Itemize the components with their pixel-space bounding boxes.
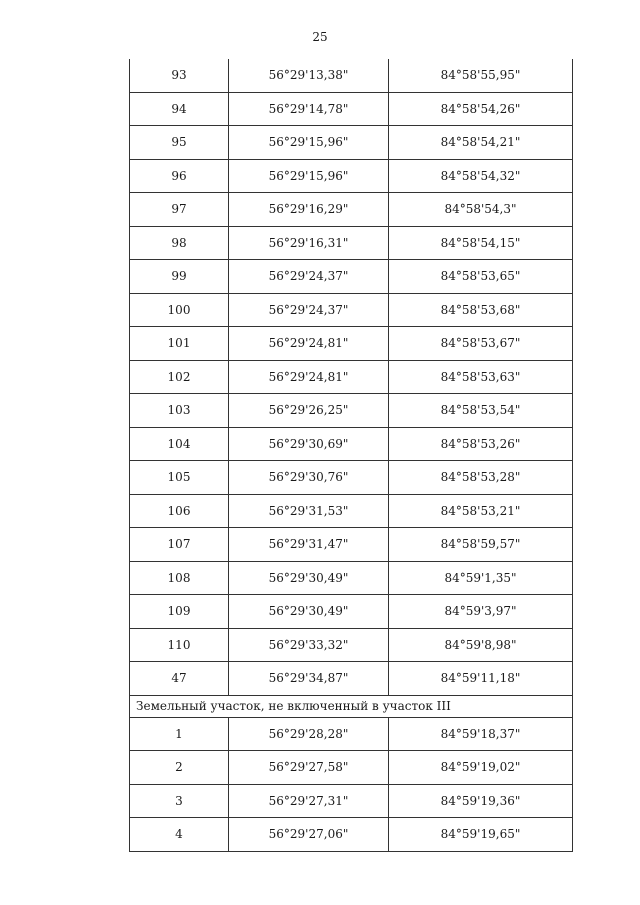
point-number-cell: 2 — [130, 751, 229, 785]
latitude-cell: 56°29'27,31" — [229, 784, 389, 818]
point-number-cell: 96 — [130, 159, 229, 193]
latitude-cell: 56°29'30,49" — [229, 595, 389, 629]
latitude-cell: 56°29'24,37" — [229, 293, 389, 327]
latitude-cell: 56°29'13,38" — [229, 59, 389, 92]
latitude-cell: 56°29'30,76" — [229, 461, 389, 495]
table-row — [130, 260, 573, 294]
table-row — [130, 717, 573, 751]
longitude-cell: 84°59'1,35" — [389, 561, 573, 595]
longitude-cell: 84°59'11,18" — [389, 662, 573, 696]
longitude-cell: 84°59'19,36" — [389, 784, 573, 818]
point-number-cell: 109 — [130, 595, 229, 629]
table-row — [130, 528, 573, 562]
longitude-cell: 84°58'59,57" — [389, 528, 573, 562]
point-number-cell: 97 — [130, 193, 229, 227]
table-row — [130, 818, 573, 852]
table-row — [130, 226, 573, 260]
point-number-cell: 3 — [130, 784, 229, 818]
longitude-cell: 84°58'54,3" — [389, 193, 573, 227]
section-title: Земельный участок, не включенный в участок III — [130, 695, 573, 717]
table-row — [130, 159, 573, 193]
table-row — [130, 360, 573, 394]
longitude-cell: 84°58'54,21" — [389, 126, 573, 160]
page-number: 25 — [312, 30, 328, 44]
point-number-cell: 93 — [130, 59, 229, 92]
point-number-cell: 98 — [130, 226, 229, 260]
latitude-cell: 56°29'27,58" — [229, 751, 389, 785]
table-row — [130, 494, 573, 528]
latitude-cell: 56°29'31,53" — [229, 494, 389, 528]
coordinates-table — [129, 59, 573, 852]
section-row — [130, 695, 573, 717]
latitude-cell: 56°29'28,28" — [229, 717, 389, 751]
latitude-cell: 56°29'15,96" — [229, 159, 389, 193]
latitude-cell: 56°29'24,37" — [229, 260, 389, 294]
latitude-cell: 56°29'30,69" — [229, 427, 389, 461]
longitude-cell: 84°58'53,28" — [389, 461, 573, 495]
latitude-cell: 56°29'16,29" — [229, 193, 389, 227]
latitude-cell: 56°29'14,78" — [229, 92, 389, 126]
longitude-cell: 84°59'18,37" — [389, 717, 573, 751]
table-row — [130, 595, 573, 629]
longitude-cell: 84°59'19,02" — [389, 751, 573, 785]
table-row — [130, 327, 573, 361]
table-row — [130, 193, 573, 227]
latitude-cell: 56°29'16,31" — [229, 226, 389, 260]
table-row — [130, 662, 573, 696]
longitude-cell: 84°59'8,98" — [389, 628, 573, 662]
longitude-cell: 84°58'53,67" — [389, 327, 573, 361]
table-row — [130, 394, 573, 428]
point-number-cell: 110 — [130, 628, 229, 662]
point-number-cell: 105 — [130, 461, 229, 495]
point-number-cell: 99 — [130, 260, 229, 294]
point-number-cell: 104 — [130, 427, 229, 461]
latitude-cell: 56°29'15,96" — [229, 126, 389, 160]
longitude-cell: 84°58'54,26" — [389, 92, 573, 126]
point-number-cell: 1 — [130, 717, 229, 751]
longitude-cell: 84°58'53,68" — [389, 293, 573, 327]
longitude-cell: 84°58'53,21" — [389, 494, 573, 528]
table-row — [130, 293, 573, 327]
point-number-cell: 47 — [130, 662, 229, 696]
longitude-cell: 84°58'53,63" — [389, 360, 573, 394]
longitude-cell: 84°59'3,97" — [389, 595, 573, 629]
latitude-cell: 56°29'33,32" — [229, 628, 389, 662]
longitude-cell: 84°58'54,32" — [389, 159, 573, 193]
point-number-cell: 107 — [130, 528, 229, 562]
longitude-cell: 84°58'53,54" — [389, 394, 573, 428]
longitude-cell: 84°58'55,95" — [389, 59, 573, 92]
table-row — [130, 59, 573, 92]
latitude-cell: 56°29'31,47" — [229, 528, 389, 562]
latitude-cell: 56°29'24,81" — [229, 327, 389, 361]
point-number-cell: 101 — [130, 327, 229, 361]
point-number-cell: 100 — [130, 293, 229, 327]
point-number-cell: 106 — [130, 494, 229, 528]
table-row — [130, 461, 573, 495]
latitude-cell: 56°29'30,49" — [229, 561, 389, 595]
coordinates-table-body — [130, 59, 573, 851]
table-row — [130, 427, 573, 461]
longitude-cell: 84°58'53,65" — [389, 260, 573, 294]
table-row — [130, 561, 573, 595]
table-row — [130, 628, 573, 662]
point-number-cell: 102 — [130, 360, 229, 394]
point-number-cell: 108 — [130, 561, 229, 595]
point-number-cell: 103 — [130, 394, 229, 428]
longitude-cell: 84°58'53,26" — [389, 427, 573, 461]
table-row — [130, 126, 573, 160]
table-row — [130, 92, 573, 126]
latitude-cell: 56°29'24,81" — [229, 360, 389, 394]
latitude-cell: 56°29'26,25" — [229, 394, 389, 428]
latitude-cell: 56°29'27,06" — [229, 818, 389, 852]
point-number-cell: 4 — [130, 818, 229, 852]
longitude-cell: 84°59'19,65" — [389, 818, 573, 852]
table-row — [130, 784, 573, 818]
table-row — [130, 751, 573, 785]
longitude-cell: 84°58'54,15" — [389, 226, 573, 260]
latitude-cell: 56°29'34,87" — [229, 662, 389, 696]
point-number-cell: 95 — [130, 126, 229, 160]
point-number-cell: 94 — [130, 92, 229, 126]
